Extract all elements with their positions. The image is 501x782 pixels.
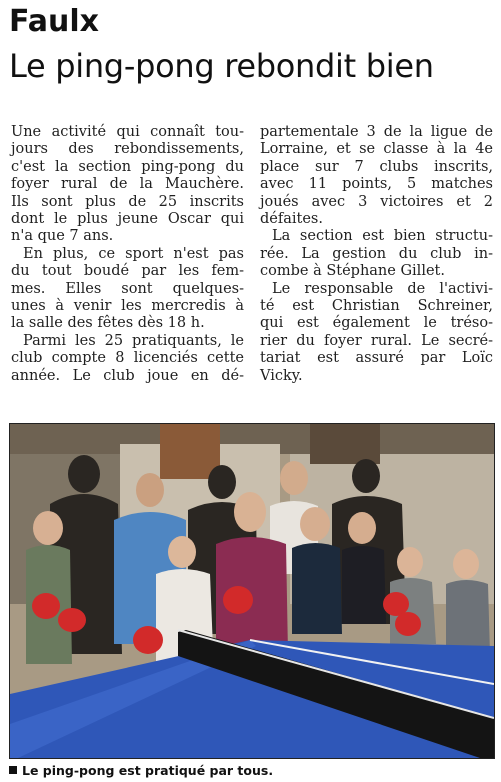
text-line: combe à Stéphane Gillet. xyxy=(260,263,445,280)
text-line: foyer rural de la Mauchère. xyxy=(11,176,244,193)
caption-text: Le ping-pong est pratiqué par tous. xyxy=(22,763,274,778)
caption-bullet-icon xyxy=(9,766,17,774)
headline: Le ping-pong rebondit bien xyxy=(9,47,434,85)
text-line: dont le plus jeune Oscar qui xyxy=(11,211,244,228)
text-line: club compte 8 licenciés cette xyxy=(11,350,244,367)
text-line: jours des rebondissements, xyxy=(11,141,244,158)
text-line: Lorraine, et se classe à la 4e xyxy=(260,141,493,158)
text-line: rier du foyer rural. Le secré- xyxy=(260,332,493,349)
text-line: avec 11 points, 5 matches xyxy=(260,176,493,193)
article-column-2 xyxy=(260,124,493,385)
text-line: Une activité qui connaît tou- xyxy=(11,124,244,140)
text-line: tariat est assuré par Loïc xyxy=(260,350,493,367)
text-line: n'a que 7 ans. xyxy=(11,228,114,245)
text-line: Le responsable de l'activi- xyxy=(272,280,493,297)
text-line: rée. La gestion du club in- xyxy=(260,245,493,262)
text-line: Parmi les 25 pratiquants, le xyxy=(23,332,244,349)
text-line: du tout boudé par les fem- xyxy=(11,263,244,280)
text-line: place sur 7 clubs inscrits, xyxy=(260,158,493,175)
article-column-1 xyxy=(11,124,244,385)
photo-caption xyxy=(9,763,273,779)
text-line: La section est bien structu- xyxy=(272,228,493,245)
text-line: unes à venir les mercredis à xyxy=(11,298,244,315)
kicker-location: Faulx xyxy=(9,4,99,39)
text-line: En plus, ce sport n'est pas xyxy=(23,245,244,262)
text-line: année. Le club joue en dé- xyxy=(11,367,244,384)
text-line: Ils sont plus de 25 inscrits xyxy=(11,193,244,210)
text-line: la salle des fêtes dès 18 h. xyxy=(11,315,205,332)
text-line: mes. Elles sont quelques- xyxy=(11,280,244,297)
text-line: partementale 3 de la ligue de xyxy=(260,124,493,140)
text-line: c'est la section ping-pong du xyxy=(11,158,244,175)
text-line: té est Christian Schreiner, xyxy=(260,298,493,315)
text-line: joués avec 3 victoires et 2 xyxy=(260,193,493,210)
text-line: défaites. xyxy=(260,211,323,228)
text-line: Vicky. xyxy=(260,367,303,384)
article-photo xyxy=(9,423,495,759)
text-line: qui est également le tréso- xyxy=(260,315,493,332)
